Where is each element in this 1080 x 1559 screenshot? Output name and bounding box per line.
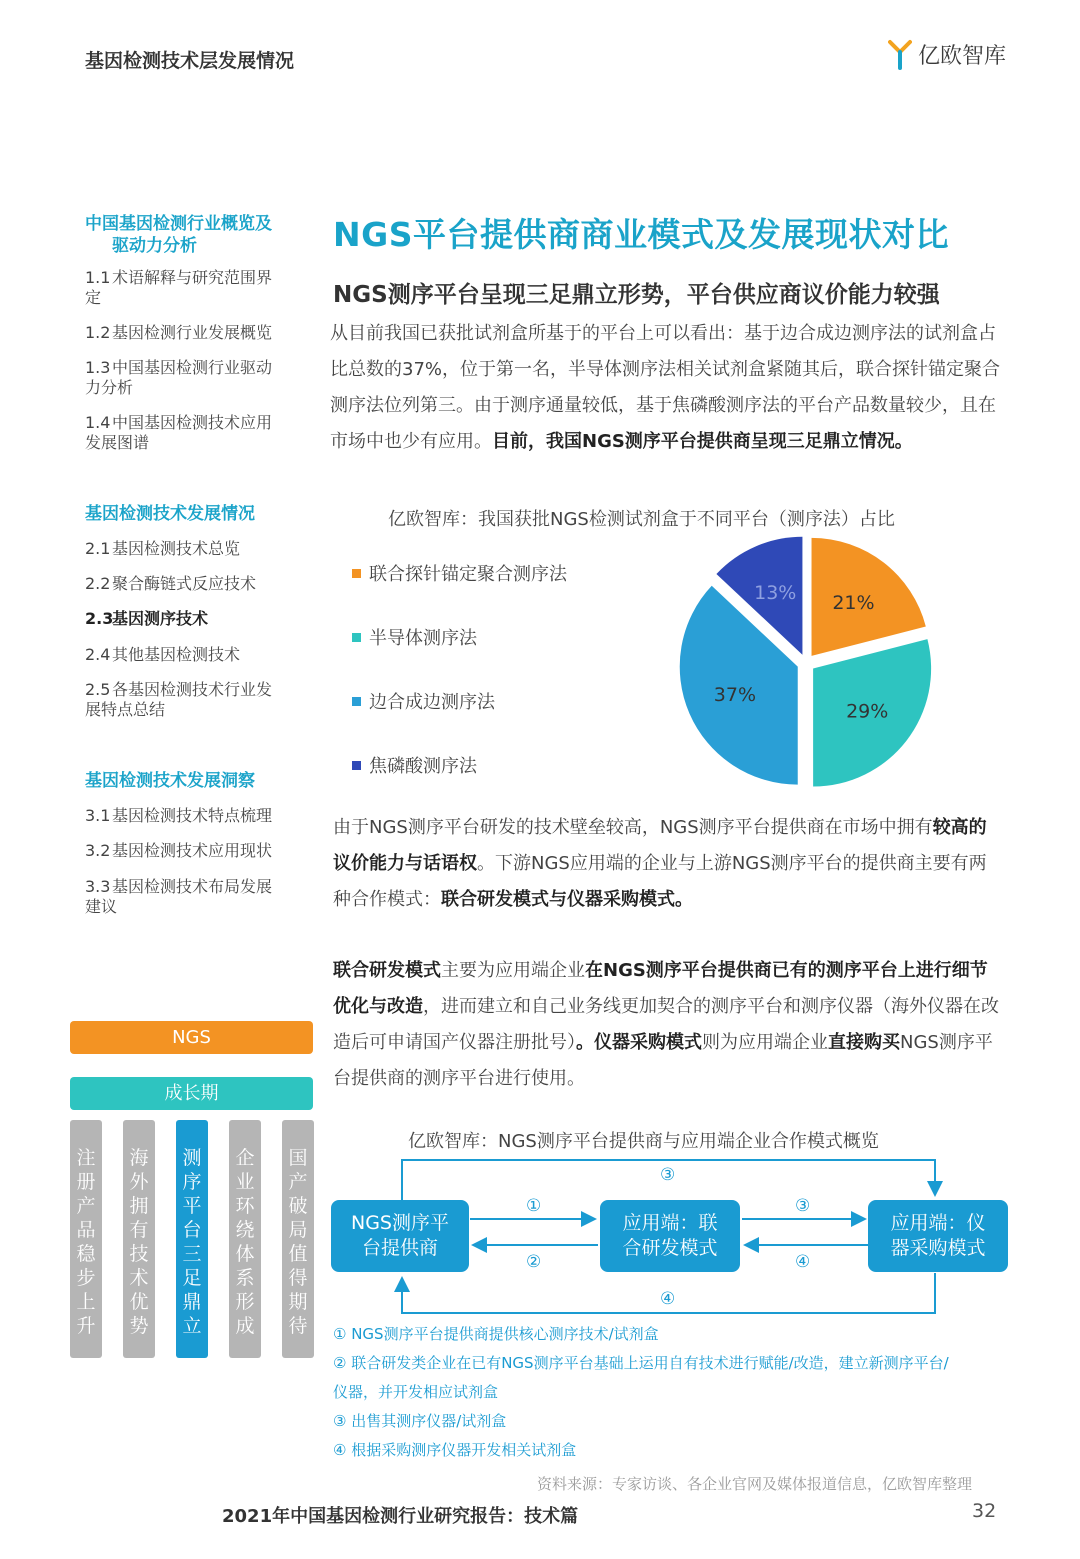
item-label: 基因检测行业发展概览 — [112, 323, 273, 342]
legend-item-1 — [352, 560, 567, 586]
item-label-cont: 定 — [85, 288, 102, 307]
item-label: 基因检测技术布局发展 — [112, 877, 273, 896]
p3-emphasis-e: 。仪器采购模式 — [576, 1032, 702, 1053]
p2-text-c: 。下游NGS应用端的企业与上游NGS测序平台的提供商主要有两种合作模式： — [333, 853, 987, 910]
item-num: 2.4 — [85, 645, 111, 664]
sidebar-item-3-1[interactable] — [85, 806, 300, 826]
legend-swatch — [352, 761, 361, 770]
source-note: 资料来源：专家访谈、各企业官网及媒体报道信息，亿欧智库整理 — [537, 1475, 973, 1493]
legend-label: 边合成边测序法 — [369, 692, 495, 713]
item-num: 3.3 — [85, 877, 111, 896]
item-num: 3.1 — [85, 806, 111, 825]
marker-4-bottom: ④ — [660, 1289, 676, 1309]
diagram-note-4: ④ 根据采购测序仪器开发相关试剂盒 — [333, 1441, 577, 1459]
pie-label-1: 21% — [832, 591, 875, 614]
feature-column-2: 海外拥有技术优势 — [123, 1120, 155, 1358]
legend-item-3 — [352, 688, 495, 714]
item-num: 1.4 — [85, 413, 111, 432]
sidebar-item-3-3[interactable] — [85, 877, 300, 917]
p3-emphasis-a: 联合研发模式 — [333, 960, 441, 981]
p2-emphasis-b: 较高的议价能力与话语权 — [333, 817, 987, 874]
node-label: 应用端：仪器采购模式 — [890, 1212, 986, 1259]
sidebar-section-title: 中国基因检测行业概览及 — [85, 214, 272, 234]
paragraph-1 — [330, 316, 1000, 460]
item-label-cont: 建议 — [85, 897, 118, 916]
item-label: 基因测序技术 — [112, 609, 209, 628]
item-label: 基因检测技术总览 — [112, 539, 241, 558]
item-num: 2.5 — [85, 680, 111, 699]
sidebar-item-1-2[interactable] — [85, 323, 300, 343]
sidebar-item-2-5[interactable] — [85, 680, 300, 720]
p3-text-b: 主要为应用端企业 — [441, 960, 585, 981]
node-label: NGS测序平台提供商 — [351, 1212, 449, 1259]
marker-3-top: ③ — [660, 1165, 676, 1185]
legend-item-4 — [352, 752, 477, 778]
logo — [888, 38, 1006, 70]
sidebar-item-2-2[interactable] — [85, 574, 300, 594]
footer-report-title: 2021年中国基因检测行业研究报告：技术篇 — [222, 1506, 579, 1527]
p3-text-d: ，进而建立和自己业务线更加契合的测序平台和测序仪器（海外仪器在改造后可申请国产仪器注册批号） — [333, 996, 999, 1053]
sidebar-section-1[interactable] — [85, 213, 272, 257]
feature-column-4: 企业环绕体系形成 — [229, 1120, 261, 1358]
node-instrument-purchase — [868, 1200, 1008, 1272]
marker-4: ④ — [795, 1252, 811, 1272]
legend-swatch — [352, 697, 361, 706]
p1-emphasis: 目前，我国NGS测序平台提供商呈现三足鼎立情况。 — [492, 431, 913, 452]
marker-2: ② — [526, 1252, 542, 1272]
ngs-tag: NGS — [70, 1021, 313, 1054]
item-num: 1.2 — [85, 323, 111, 342]
item-label: 术语解释与研究范围界 — [112, 268, 273, 287]
pie-label-4: 13% — [754, 581, 797, 604]
logo-text: 亿欧智库 — [918, 43, 1007, 69]
sidebar-item-2-1[interactable] — [85, 539, 300, 559]
p2-text-a: 由于NGS测序平台研发的技术壁垒较高，NGS测序平台提供商在市场中拥有 — [333, 817, 933, 838]
p3-emphasis-g: 直接购买 — [828, 1032, 900, 1053]
item-label: 基因检测技术特点梳理 — [112, 806, 273, 825]
page-subtitle: NGS测序平台呈现三足鼎立形势，平台供应商议价能力较强 — [333, 282, 940, 308]
p2-emphasis-d: 联合研发模式与仪器采购模式。 — [441, 889, 693, 910]
item-label-cont: 发展图谱 — [85, 433, 150, 452]
item-label-cont: 展特点总结 — [85, 700, 166, 719]
diagram-note-2-cont: 仪器，并开发相应试剂盒 — [333, 1383, 499, 1401]
feature-column-3-highlight: 测序平台三足鼎立 — [176, 1120, 208, 1358]
sidebar-section-title-cont: 驱动力分析 — [112, 236, 197, 256]
feature-column-5: 国产破局值得期待 — [282, 1120, 314, 1358]
sidebar-item-1-1[interactable] — [85, 268, 300, 308]
page-number: 32 — [972, 1500, 997, 1522]
stage-tag: 成长期 — [70, 1077, 313, 1110]
item-num: 1.3 — [85, 358, 111, 377]
item-num: 3.2 — [85, 841, 111, 860]
marker-3: ③ — [795, 1196, 811, 1216]
pie-label-3: 37% — [713, 683, 757, 706]
item-label: 各基因检测技术行业发 — [112, 680, 273, 699]
item-num: 2.3 — [85, 609, 114, 628]
item-num: 2.2 — [85, 574, 111, 593]
node-joint-development — [600, 1200, 740, 1272]
diagram-note-2: ② 联合研发类企业在已有NGS测序平台基础上运用自有技术进行赋能/改造，建立新测序平台/ — [333, 1354, 949, 1372]
node-ngs-provider — [331, 1200, 469, 1272]
pie-chart — [668, 535, 948, 800]
p3-text-f: 则为应用端企业 — [702, 1032, 828, 1053]
node-label: 应用端：联合研发模式 — [622, 1212, 718, 1259]
logo-icon — [888, 38, 912, 70]
legend-swatch — [352, 633, 361, 642]
item-label: 基因检测技术应用现状 — [112, 841, 273, 860]
sidebar-item-2-3-active[interactable] — [85, 609, 300, 629]
sidebar-item-2-4[interactable] — [85, 645, 300, 665]
p3-emphasis-c: 在NGS测序平台提供商已有的测序平台上进行细节优化与改造 — [333, 960, 988, 1017]
item-label: 其他基因检测技术 — [112, 645, 241, 664]
header-title: 基因检测技术层发展情况 — [85, 50, 295, 72]
feature-column-1: 注册产品稳步上升 — [70, 1120, 102, 1358]
item-label-cont: 力分析 — [85, 378, 134, 397]
sidebar-item-3-2[interactable] — [85, 841, 300, 861]
p3-text-h: NGS测序平台提供商的测序平台进行使用。 — [333, 1032, 993, 1089]
legend-swatch — [352, 569, 361, 578]
diagram-note-3: ③ 出售其测序仪器/试剂盒 — [333, 1412, 507, 1430]
paragraph-3 — [333, 953, 1003, 1097]
marker-1: ① — [526, 1196, 542, 1216]
legend-item-2 — [352, 624, 477, 650]
pie-chart-title: 亿欧智库：我国获批NGS检测试剂盒于不同平台（测序法）占比 — [388, 509, 895, 530]
legend-label: 联合探针锚定聚合测序法 — [369, 564, 567, 585]
legend-label: 焦磷酸测序法 — [369, 756, 477, 777]
item-num: 1.1 — [85, 268, 111, 287]
diagram-note-1: ① NGS测序平台提供商提供核心测序技术/试剂盒 — [333, 1325, 659, 1343]
legend-label: 半导体测序法 — [369, 628, 477, 649]
item-label: 中国基因检测行业驱动 — [112, 358, 273, 377]
p1-text: 从目前我国已获批试剂盒所基于的平台上可以看出：基于边合成边测序法的试剂盒占比总数的37%，位于第一名，半导体测序法相关试剂盒紧随其后，联合探针锚定聚合测序法位列第三。由于测序通量较低，基于焦磷酸测序法的平台产品数量较少，且在市场中也少有应用。 — [330, 323, 1001, 452]
paragraph-2 — [333, 810, 1003, 918]
pie-label-2: 29% — [846, 700, 889, 723]
sidebar-item-1-4[interactable] — [85, 413, 300, 453]
item-label: 中国基因检测技术应用 — [112, 413, 273, 432]
page-title: NGS平台提供商商业模式及发展现状对比 — [333, 215, 949, 254]
item-label: 聚合酶链式反应技术 — [112, 574, 257, 593]
sidebar-item-1-3[interactable] — [85, 358, 300, 398]
item-num: 2.1 — [85, 539, 111, 558]
sidebar-section-2[interactable]: 基因检测技术发展情况 — [85, 504, 255, 524]
diagram-title: 亿欧智库：NGS测序平台提供商与应用端企业合作模式概览 — [408, 1131, 879, 1152]
sidebar-section-3[interactable]: 基因检测技术发展洞察 — [85, 771, 255, 791]
